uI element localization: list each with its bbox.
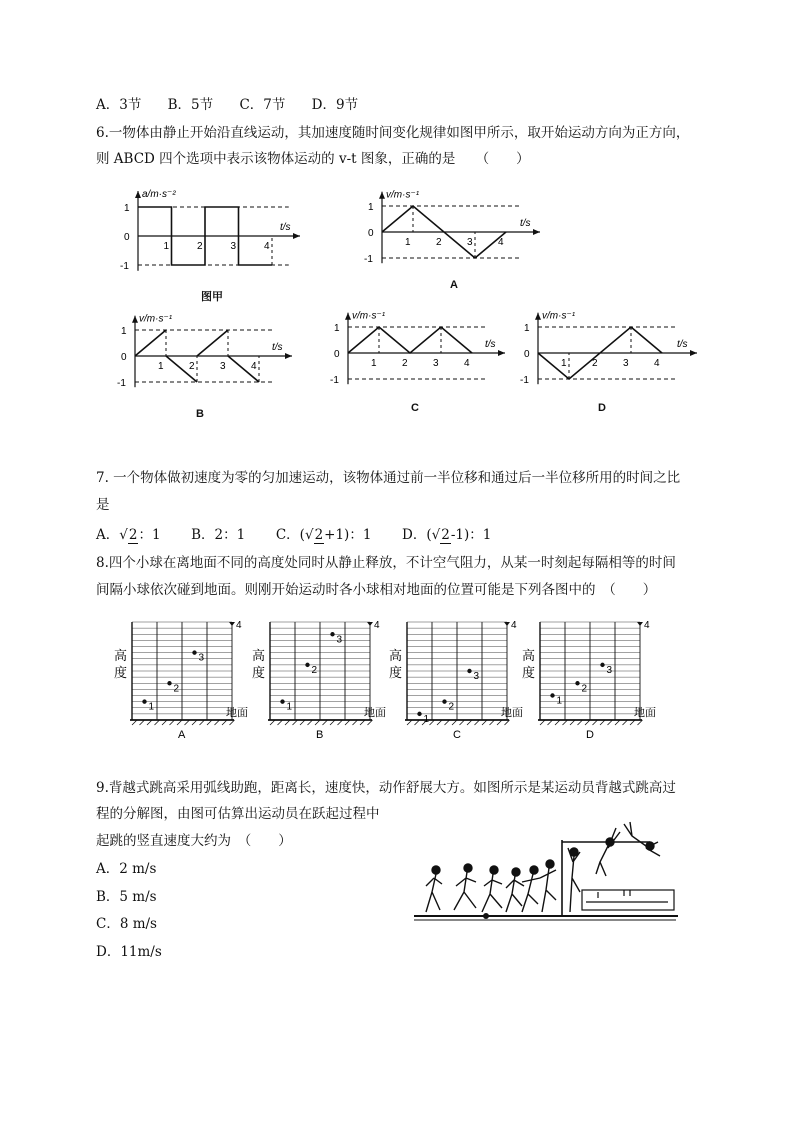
athlete-figures	[426, 822, 660, 912]
ball-label-3-B: 3	[336, 634, 343, 646]
vt-a-graph	[364, 190, 540, 265]
vt-b-series-seg-1	[135, 330, 166, 356]
q9-option-c: C．8 m/s	[96, 916, 157, 932]
grid-caption-C: C	[453, 729, 461, 740]
q6-caption-a: A	[450, 279, 458, 291]
ylabel-gao-A: 高	[114, 648, 128, 663]
fig-jia-ytick-1: 1	[124, 203, 130, 214]
grid-caption-B: B	[316, 729, 324, 740]
ball-4-B	[367, 622, 373, 626]
vt-d-ytick-neg1: -1	[520, 375, 529, 386]
ground-label-A: 地面	[226, 707, 248, 719]
ball-3-D	[600, 663, 604, 667]
height-grid-D	[522, 620, 656, 740]
vt-a-xtick-4: 4	[498, 237, 504, 248]
grid-caption-D: D	[586, 729, 594, 740]
vt-c-xtick-4: 4	[464, 358, 470, 369]
q5-option-a: A．3节	[96, 97, 142, 113]
ball-3-B	[330, 632, 334, 636]
q9-option-b: B．5 m/s	[96, 889, 157, 905]
ball-1-B	[280, 699, 284, 703]
ball-label-3-C: 3	[473, 671, 480, 682]
q8-figures	[0, 610, 794, 744]
fig-jia-x-arrow	[293, 233, 300, 239]
ball-label-2-B: 2	[311, 664, 318, 676]
vt-b-xtick-3: 3	[220, 361, 226, 372]
ball-2-C	[442, 699, 446, 703]
ball-label-2-C: 2	[448, 701, 455, 713]
vt-a-ylabel: v/m·s⁻¹	[386, 189, 420, 201]
vt-b-xlabel: t/s	[272, 342, 283, 353]
q9-stem-line3: 起跳的竖直速度大约为 （ ）	[96, 833, 292, 849]
q9-option-d: D．11m/s	[96, 944, 162, 960]
ball-label-3-A: 3	[198, 652, 205, 664]
vt-c-series-line	[348, 327, 472, 353]
high-jump-illustration	[410, 812, 682, 928]
grid-caption-A: A	[178, 729, 186, 740]
ground	[414, 916, 678, 920]
ball-2-D	[575, 681, 579, 685]
q5-option-b: B．5节	[167, 97, 214, 113]
vt-a-xtick-1: 1	[405, 237, 411, 248]
vt-d-x-arrow	[690, 350, 697, 356]
vt-c-ylabel: v/m·s⁻¹	[352, 310, 386, 322]
ylabel-du-B: 度	[252, 665, 266, 680]
ball-1-A	[142, 699, 146, 703]
q8-figures-svg	[0, 610, 794, 740]
ball-4-D	[637, 622, 643, 626]
ball-1-C	[417, 712, 421, 716]
vt-b-xtick-4: 4	[251, 361, 257, 372]
vt-b-ytick-neg1: -1	[117, 378, 126, 389]
vt-d-xtick-1: 1	[561, 358, 567, 369]
q6-caption-c: C	[411, 402, 419, 414]
ground-label-B: 地面	[364, 707, 386, 719]
ball-4-C	[504, 622, 510, 626]
vt-d-ylabel: v/m·s⁻¹	[542, 310, 576, 322]
fig-jia-xtick-2: 2	[197, 241, 203, 252]
q8-stem-line2: 间隔小球依次碰到地面。则刚开始运动时各小球相对地面的位置可能是下列各图中的 （ ）	[96, 582, 657, 598]
fig-jia-y-arrow	[135, 191, 141, 198]
vt-a-ytick-neg1: -1	[364, 254, 373, 265]
vt-d-xtick-2: 2	[592, 358, 598, 369]
fig-jia-ytick-0: 0	[124, 232, 130, 243]
vt-d-ytick-0: 0	[524, 349, 530, 360]
height-grid-B	[252, 620, 386, 740]
q6-stem-line2: 则 ABCD 四个选项中表示该物体运动的 v-t 图象，正确的是 （ ）	[96, 151, 530, 167]
vt-c-y-arrow	[345, 313, 351, 320]
q7-option-a: A．√2：1	[96, 527, 161, 543]
q7-option-b: B．2：1	[191, 527, 246, 543]
fig-jia-graph	[120, 189, 300, 272]
ball-2-B	[305, 663, 309, 667]
ylabel-du-A: 度	[114, 665, 128, 680]
q7-stem-line1: 7. 一个物体做初速度为零的匀加速运动，该物体通过前一半位移和通过后一半位移所用的时间之比	[96, 470, 681, 486]
ball-2-A	[167, 681, 171, 685]
ground-label-C: 地面	[501, 707, 523, 719]
vt-b-x-arrow	[285, 353, 292, 359]
ball-label-1-A: 1	[148, 701, 155, 713]
vt-d-xtick-3: 3	[623, 358, 629, 369]
vt-d-graph	[520, 311, 697, 386]
q6-figures-svg	[0, 0, 794, 440]
vt-b-series-seg-3	[197, 330, 228, 356]
ylabel-gao-D: 高	[522, 648, 536, 663]
q7-options	[96, 526, 491, 544]
vt-a-xtick-3: 3	[467, 237, 473, 248]
vt-c-ytick-neg1: -1	[330, 375, 339, 386]
fig-jia-ylabel: a/m·s⁻²	[142, 189, 176, 201]
vt-b-y-arrow	[132, 316, 138, 323]
vt-a-xtick-2: 2	[436, 237, 442, 248]
ball-label-1-C: 1	[423, 713, 430, 725]
high-jump-svg	[410, 812, 682, 924]
vt-a-ytick-0: 0	[368, 228, 374, 239]
ball-label-1-B: 1	[286, 701, 293, 713]
vt-c-xlabel: t/s	[485, 339, 496, 350]
vt-a-x-arrow	[533, 229, 540, 235]
q9-stem-line1: 9.背越式跳高采用弧线助跑，距离长，速度快，动作舒展大方。如图所示是某运动员背越式跳高过	[96, 780, 676, 796]
ball-3-A	[192, 650, 196, 654]
vt-c-ytick-1: 1	[334, 323, 340, 334]
height-grid-C	[389, 620, 523, 740]
ylabel-du-D: 度	[522, 665, 536, 680]
vt-b-graph	[117, 314, 292, 389]
vt-b-xtick-2: 2	[189, 361, 195, 372]
q7-sqrt-a: 2	[128, 527, 138, 543]
q9-stem-line2: 程的分解图，由图可估算出运动员在跃起过程中	[96, 806, 380, 822]
vt-c-xtick-1: 1	[371, 358, 377, 369]
q7-option-d: D．(√2-1)：1	[402, 527, 492, 543]
height-grid-A	[114, 620, 248, 740]
landing-mat	[582, 890, 674, 910]
vt-d-y-arrow	[535, 313, 541, 320]
ball-label-4-C: 4	[511, 620, 517, 631]
q5-option-d: D．9节	[311, 97, 359, 113]
q7-sqrt-d: 2	[441, 527, 450, 543]
ball-1-D	[550, 693, 554, 697]
shadow-ball	[483, 913, 489, 919]
vt-d-ytick-1: 1	[524, 323, 530, 334]
vt-b-ytick-1: 1	[121, 326, 127, 337]
vt-c-graph	[330, 311, 505, 386]
ball-label-4-B: 4	[374, 620, 380, 631]
fig-jia-xtick-3: 3	[230, 241, 237, 252]
q5-option-c: C．7节	[239, 97, 286, 113]
ball-label-4-A: 4	[236, 620, 242, 631]
q7-option-c: C．(√2+1)：1	[275, 527, 372, 543]
ylabel-du-C: 度	[389, 665, 403, 680]
ball-label-1-D: 1	[556, 695, 563, 707]
fig-jia-ytick-neg1: -1	[120, 261, 129, 272]
q6-figures	[0, 0, 794, 444]
ball-label-2-A: 2	[173, 683, 180, 695]
ball-label-4-D: 4	[644, 620, 650, 631]
fig-jia-xlabel: t/s	[280, 222, 291, 233]
q9-option-a: A．2 m/s	[96, 861, 157, 877]
vt-a-xlabel: t/s	[520, 218, 531, 229]
ball-label-3-D: 3	[606, 664, 613, 676]
q8-stem-line1: 8.四个小球在离地面不同的高度处同时从静止释放，不计空气阻力，从某一时刻起每隔相等的时间	[96, 555, 676, 571]
q6-stem-line1: 6.一物体由静止开始沿直线运动，其加速度随时间变化规律如图甲所示，取开始运动方向为正方向，	[96, 125, 690, 141]
q7-stem-line2: 是	[96, 497, 110, 513]
ground-label-D: 地面	[634, 707, 656, 719]
vt-d-xlabel: t/s	[677, 339, 688, 350]
ball-3-C	[467, 669, 471, 673]
vt-a-y-arrow	[379, 192, 385, 199]
vt-c-x-arrow	[498, 350, 505, 356]
fig-jia-xtick-4: 4	[264, 241, 270, 252]
vt-a-ytick-1: 1	[368, 202, 374, 213]
vt-c-xtick-3: 3	[433, 358, 439, 369]
ylabel-gao-B: 高	[252, 648, 266, 663]
ball-label-2-D: 2	[581, 683, 588, 695]
q7-sqrt-c: 2	[314, 527, 324, 543]
vt-d-xtick-4: 4	[654, 358, 660, 369]
vt-b-xtick-1: 1	[158, 361, 164, 372]
vt-b-ytick-0: 0	[121, 352, 127, 363]
fig-jia-caption: 图甲	[201, 291, 223, 303]
q6-caption-d: D	[598, 402, 606, 414]
q6-caption-b: B	[196, 408, 204, 420]
vt-c-xtick-2: 2	[402, 358, 408, 369]
ylabel-gao-C: 高	[389, 648, 403, 663]
vt-b-ylabel: v/m·s⁻¹	[139, 313, 173, 325]
vt-c-ytick-0: 0	[334, 349, 340, 360]
ball-4-A	[229, 622, 235, 626]
fig-jia-xtick-1: 1	[163, 241, 170, 252]
